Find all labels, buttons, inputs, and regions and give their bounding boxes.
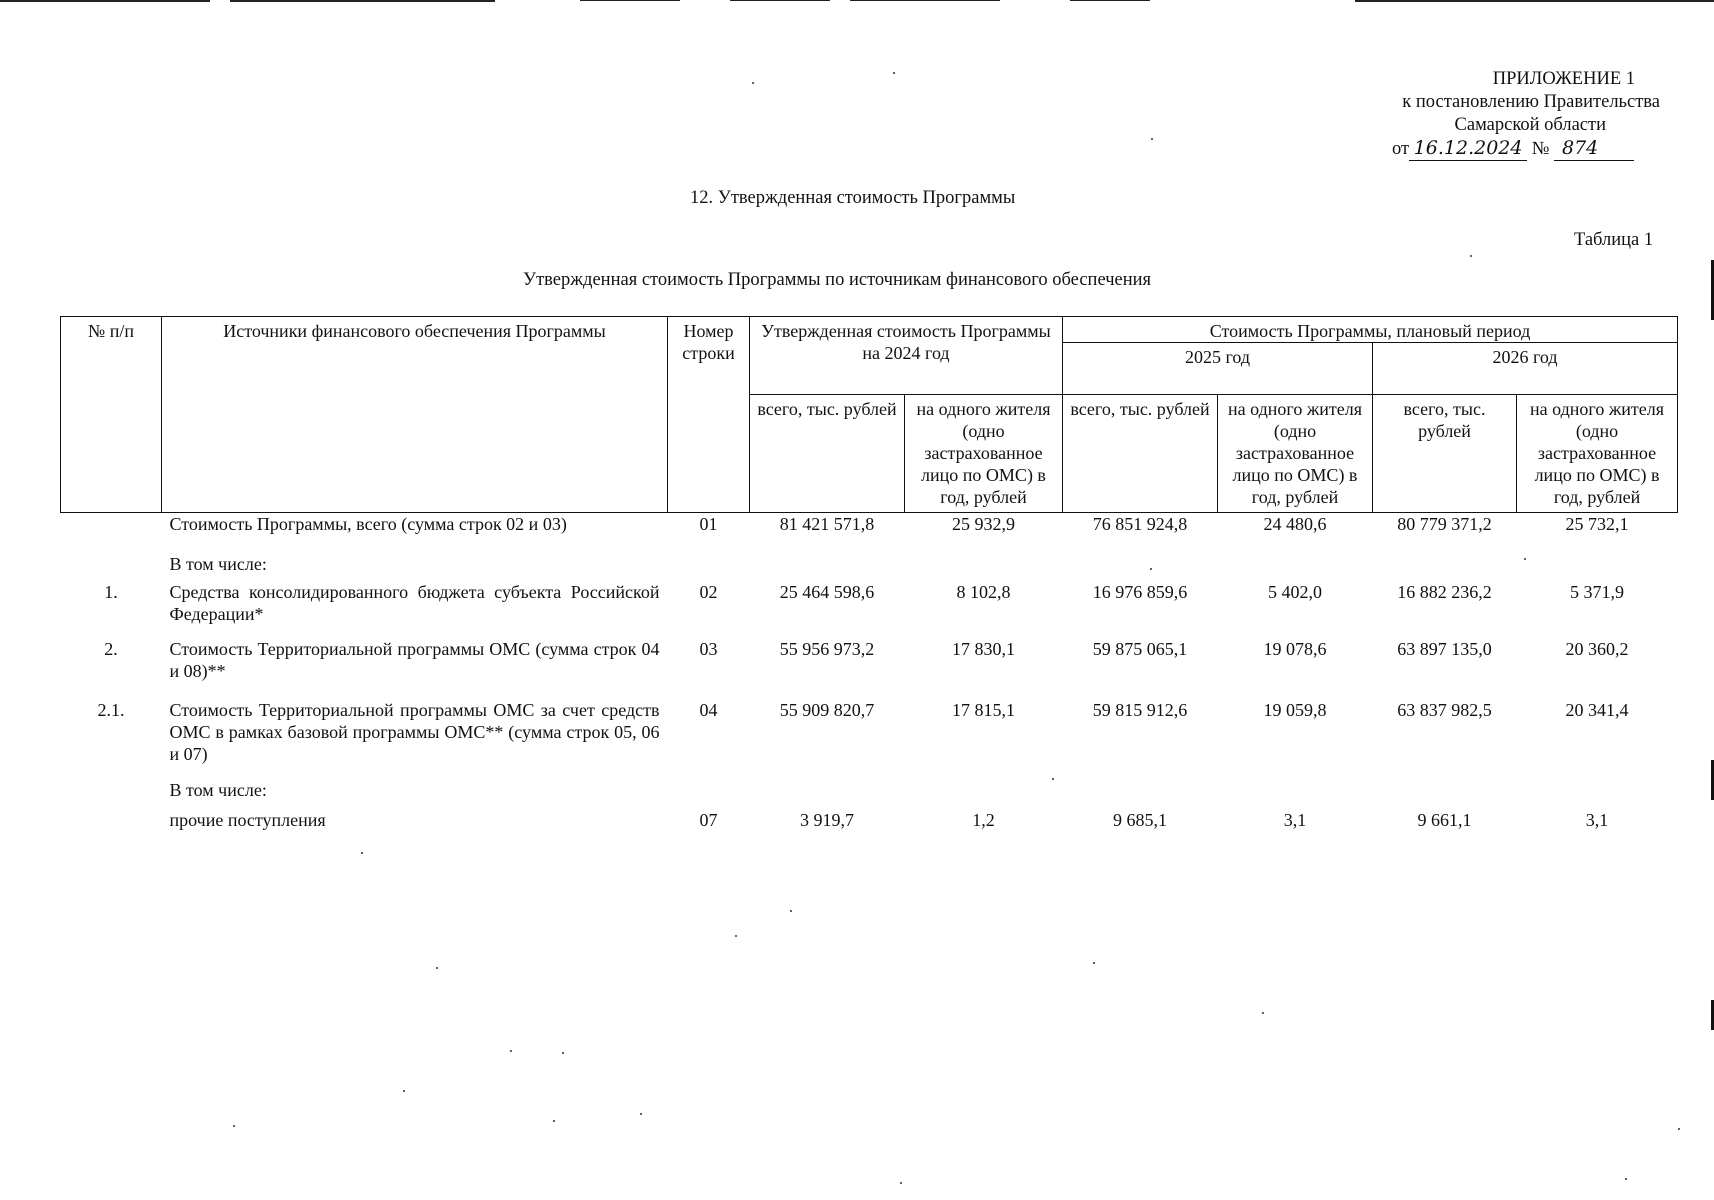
scan-speck: [893, 72, 895, 74]
cell-value: 8 102,8: [956, 581, 1011, 602]
table-row: [61, 809, 1678, 839]
scan-artifact: [1355, 0, 1714, 2]
scan-speck: [900, 1182, 902, 1184]
header-per-capita-2024: на одного жителя (одно застрахованное лицо по ОМС) в год, рублей: [905, 395, 1063, 513]
appendix-region: Самарской области: [1454, 115, 1606, 135]
row-name: Стоимость Территориальной программы ОМС (сумма строк 04 и 08)**: [169, 638, 660, 681]
row-name: Стоимость Программы, всего (сумма строк 02 и 03): [169, 514, 567, 534]
cell-value: 20 360,2: [1565, 638, 1629, 659]
appendix-date-line: [1300, 137, 1660, 161]
row-name: В том числе:: [169, 779, 267, 800]
cell-value: 25 732,1: [1565, 514, 1629, 534]
header-row-number: Номер строки: [668, 317, 750, 513]
scan-speck: [436, 967, 438, 969]
scan-speck: [1052, 778, 1054, 780]
header-year-2026: 2026 год: [1373, 343, 1678, 395]
cell-value: 17 830,1: [952, 638, 1015, 659]
cell-value: 63 897 135,0: [1397, 638, 1492, 659]
header-total-2025: всего, тыс. рублей: [1063, 395, 1218, 513]
cell-value: 63 837 982,5: [1397, 699, 1492, 720]
cell-value: 17 815,1: [952, 699, 1015, 720]
scan-speck: [1625, 1178, 1627, 1180]
cell-value: 20 341,4: [1565, 699, 1629, 720]
scan-speck: [1678, 1128, 1680, 1130]
cost-table: [60, 316, 1678, 839]
scan-speck: [640, 1113, 642, 1115]
cell-value: 9 685,1: [1113, 809, 1167, 830]
appendix-decree: к постановлению Правительства: [1402, 92, 1660, 112]
scan-artifact: [230, 0, 495, 2]
row-name: Средства консолидированного бюджета субъекта Российской Федерации*: [169, 581, 660, 624]
scan-speck: [1524, 558, 1526, 560]
cell-value: 9 661,1: [1417, 809, 1472, 830]
cell-value: 59 815 912,6: [1092, 699, 1188, 720]
scan-artifact: [730, 0, 830, 1]
table-row: [61, 638, 1678, 699]
number-prefix: №: [1531, 139, 1550, 159]
scan-speck: [403, 1090, 405, 1092]
header-num: № п/п: [61, 317, 162, 513]
row-index: 2.: [104, 638, 118, 659]
date-prefix: от: [1392, 139, 1410, 159]
row-name: прочие поступления: [169, 809, 326, 830]
scan-speck: [553, 1120, 555, 1122]
header-year-2025: 2025 год: [1063, 343, 1373, 395]
row-number: 03: [699, 638, 718, 659]
header-per-capita-2025: на одного жителя (одно застрахованное лицо по ОМС) в год, рублей: [1218, 395, 1373, 513]
header-approved-2024: Утвержденная стоимость Программы на 2024 год: [750, 317, 1063, 395]
header-planned-period: Стоимость Программы, плановый период: [1063, 317, 1678, 343]
cell-value: 16 882 236,2: [1397, 581, 1492, 602]
cell-value: 81 421 571,8: [779, 514, 875, 534]
cell-value: 5 402,0: [1268, 581, 1322, 602]
cell-value: 3,1: [1585, 809, 1609, 830]
scan-speck: [1150, 568, 1152, 570]
scan-speck: [735, 935, 737, 937]
cell-value: 25 464 598,6: [779, 581, 875, 602]
handwritten-number: 874: [1554, 137, 1634, 161]
scan-speck: [790, 910, 792, 912]
scan-artifact: [580, 0, 680, 1]
header-total-2024: всего, тыс. рублей: [750, 395, 905, 513]
cell-value: 55 909 820,7: [779, 699, 875, 720]
header-total-2026: всего, тыс. рублей: [1373, 395, 1517, 513]
row-number: 07: [699, 809, 718, 830]
scan-speck: [510, 1050, 512, 1052]
table-row: [61, 513, 1678, 553]
header-per-capita-2026: на одного жителя (одно застрахованное лицо по ОМС) в год, рублей: [1517, 395, 1678, 513]
cell-value: 1,2: [972, 809, 995, 830]
scan-speck: [562, 1052, 564, 1054]
handwritten-date: 16.12.2024: [1409, 137, 1527, 161]
cell-value: 19 078,6: [1263, 638, 1327, 659]
table-title: Утвержденная стоимость Программы по источникам финансового обеспечения: [523, 270, 1152, 290]
cell-value: 80 779 371,2: [1397, 514, 1492, 534]
table-row: [61, 779, 1678, 809]
table-row: [61, 553, 1678, 581]
section-title: 12. Утвержденная стоимость Программы: [690, 188, 1016, 208]
cell-value: 24 480,6: [1263, 514, 1327, 534]
row-index: 2.1.: [97, 699, 125, 720]
scan-speck: [233, 1125, 235, 1127]
cell-value: 3,1: [1283, 809, 1307, 830]
row-name: Стоимость Территориальной программы ОМС за счет средств ОМС в рамках базовой программы ОМС** (сумма строк 05, 06 и 07): [169, 699, 660, 764]
table-row: [61, 699, 1678, 779]
cell-value: 59 875 065,1: [1092, 638, 1188, 659]
table-row: [61, 581, 1678, 638]
scan-speck: [1262, 1012, 1264, 1014]
scan-artifact: [1070, 0, 1150, 1]
scan-artifact: [0, 0, 210, 2]
appendix-title: ПРИЛОЖЕНИЕ 1: [1492, 69, 1635, 89]
scan-artifact: [850, 0, 1000, 1]
cell-value: 76 851 924,8: [1092, 514, 1188, 534]
cell-value: 5 371,9: [1570, 581, 1625, 602]
scan-speck: [752, 82, 754, 84]
row-index: 1.: [104, 581, 118, 602]
scan-speck: [1151, 138, 1153, 140]
scan-speck: [1470, 255, 1472, 257]
appendix-block: [1300, 68, 1660, 161]
table-label: Таблица 1: [1574, 230, 1654, 250]
row-number: 04: [699, 699, 718, 720]
header-source: Источники финансового обеспечения Программы: [162, 317, 668, 513]
scan-speck: [1093, 962, 1095, 964]
scan-speck: [361, 852, 363, 854]
cell-value: 19 059,8: [1263, 699, 1327, 720]
cell-value: 55 956 973,2: [779, 638, 875, 659]
cell-value: 16 976 859,6: [1092, 581, 1188, 602]
row-name: В том числе:: [169, 553, 267, 574]
cell-value: 3 919,7: [800, 809, 854, 830]
row-number: 02: [699, 581, 718, 602]
cell-value: 25 932,9: [952, 514, 1015, 534]
row-number: 01: [699, 514, 718, 534]
